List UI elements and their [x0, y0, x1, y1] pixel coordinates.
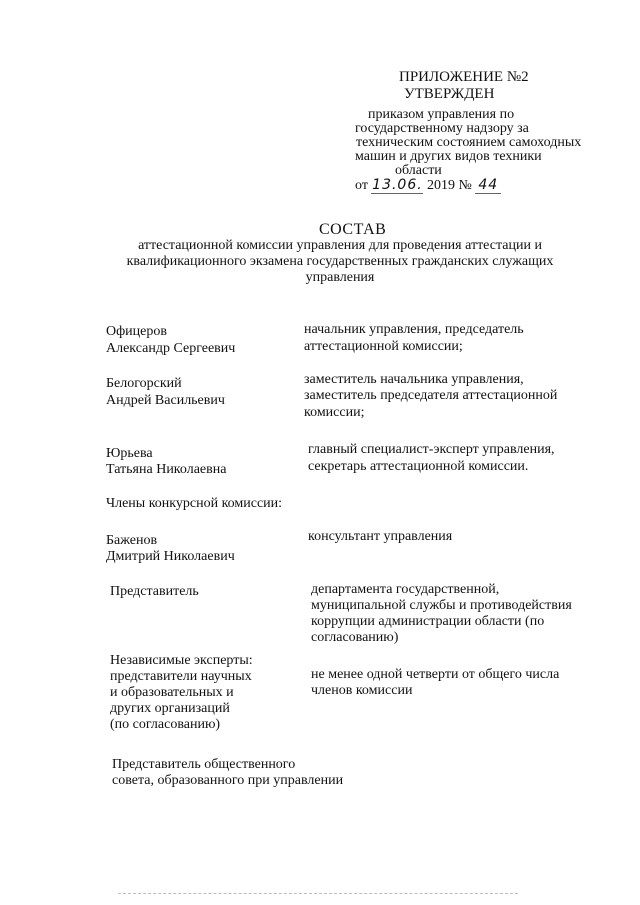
handwritten-date: 13.06.: [372, 177, 423, 193]
public-council-line: Представитель общественного: [112, 757, 296, 772]
member-name: Независимые эксперты:: [110, 653, 253, 668]
members-heading: Члены конкурсной комиссии:: [106, 496, 283, 511]
member-role: секретарь аттестационной комиссии.: [308, 459, 529, 474]
member-name: Представитель: [110, 584, 199, 599]
order-date-line: [355, 177, 501, 194]
member-role: консультант управления: [308, 529, 453, 544]
member-name: представители научных: [110, 669, 252, 684]
member-role: департамента государственной,: [311, 582, 500, 597]
member-name: Александр Сергеевич: [106, 341, 236, 356]
member-name: Дмитрий Николаевич: [106, 549, 235, 564]
member-name: и образовательных и: [110, 685, 234, 700]
member-role: начальник управления, председатель: [304, 322, 524, 337]
member-role: членов комиссии: [311, 683, 413, 698]
member-name: других организаций: [110, 701, 230, 716]
approved-label: УТВЕРЖДЕН: [404, 86, 495, 102]
subtitle-line: аттестационной комиссии управления для проведения аттестации и: [138, 238, 542, 253]
member-name: Андрей Васильевич: [106, 393, 225, 408]
order-line: области: [395, 163, 442, 178]
member-role: заместитель начальника управления,: [304, 372, 524, 387]
subtitle-line: управления: [305, 270, 375, 285]
subtitle-line: квалификационного экзамена государственных гражданских служащих: [126, 254, 554, 269]
appendix-label: ПРИЛОЖЕНИЕ №2: [399, 69, 529, 85]
member-role: главный специалист-эксперт управления,: [308, 442, 555, 457]
order-line: государственному надзору за: [355, 121, 529, 136]
order-line: машин и других видов техники: [355, 149, 542, 164]
scan-artifact-line: [118, 893, 518, 894]
member-role: муниципальной службы и противодействия: [311, 598, 572, 613]
member-name: Юрьева: [106, 446, 153, 461]
document-title: СОСТАВ: [319, 221, 387, 238]
member-role: аттестационной комиссии;: [304, 339, 463, 354]
member-role: коррупции администрации области (по: [311, 614, 545, 629]
member-name: Татьяна Николаевна: [106, 462, 227, 477]
number-sign: №: [458, 178, 472, 193]
member-name: Белогорский: [106, 376, 182, 391]
handwritten-number: 44: [475, 177, 501, 194]
member-name: Баженов: [106, 533, 158, 548]
member-role: заместитель председателя аттестационной: [304, 388, 558, 403]
date-year: 2019: [426, 178, 455, 193]
member-role: комиссии;: [304, 405, 365, 420]
member-role: согласованию): [311, 630, 399, 645]
order-line: техническим состоянием самоходных: [356, 135, 582, 150]
member-name: (по согласованию): [110, 717, 221, 732]
date-prefix: от: [355, 178, 368, 193]
public-council-line: совета, образованного при управлении: [112, 773, 344, 788]
order-line: приказом управления по: [368, 107, 515, 122]
member-role: не менее одной четверти от общего числа: [311, 667, 560, 682]
member-name: Офицеров: [106, 324, 167, 339]
